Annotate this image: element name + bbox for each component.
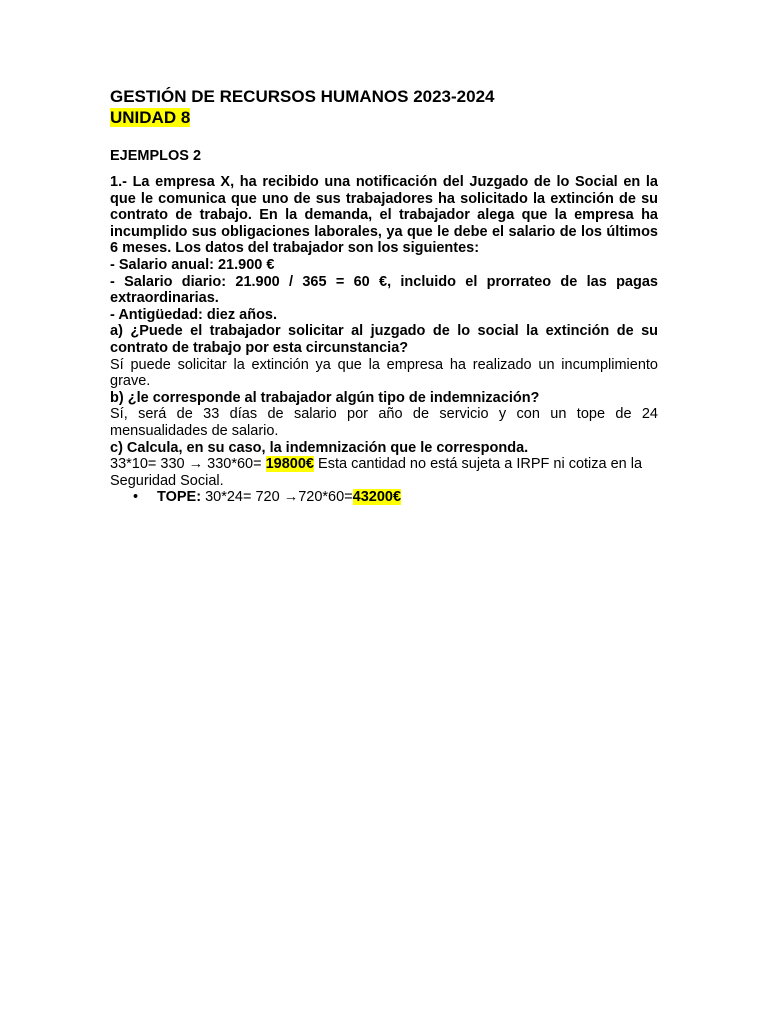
unit-title	[110, 107, 658, 128]
answer-a: Sí puede solicitar la extinción ya que la empresa ha realizado un incumplimiento grave.	[110, 356, 658, 390]
tope-content	[157, 489, 401, 506]
tope-result: 43200€	[352, 489, 402, 506]
document-title	[110, 86, 658, 107]
answer-c-result: 19800€	[265, 456, 314, 473]
tope-item	[133, 489, 658, 506]
bullet-icon: •	[133, 489, 139, 506]
tope-calc: 30*24= 720 →720*60=	[205, 489, 353, 506]
data-seniority: - Antigüedad: diez años.	[110, 306, 278, 323]
answer-b: Sí, será de 33 días de salario por año de servicio y con un tope de 24 mensualidades de salario.	[110, 406, 658, 439]
title-text: GESTIÓN DE RECURSOS HUMANOS 2023-2024	[110, 87, 495, 106]
question-b: b) ¿le corresponde al trabajador algún tipo de indemnización?	[110, 389, 540, 406]
exercise-statement: 1.- La empresa X, ha recibido una notificación del Juzgado de lo Social en la que le comunica que uno de sus trabajadores ha solicitado la extinción de su contrato de trabajo. En la demanda, el trabajador alega que la empresa ha incumplido sus obligaciones laborales, ya que le debe el salario de los últimos 6 meses. Los datos del trabajador son los siguientes:	[110, 174, 658, 257]
question-c: c) Calcula, en su caso, la indemnización que le corresponda.	[110, 439, 529, 456]
answer-c	[110, 456, 658, 489]
data-annual-salary: - Salario anual: 21.900 €	[110, 256, 275, 273]
answer-c-calc: 33*10= 330 → 330*60=	[110, 456, 262, 473]
tope-label: TOPE:	[157, 489, 202, 506]
answer-c-note: Esta cantidad no está sujeta a IRPF ni cotiza en la Seguridad Social.	[110, 456, 643, 489]
section-title: EJEMPLOS 2	[110, 148, 202, 164]
unit-highlight: UNIDAD 8	[110, 108, 191, 127]
document-page	[110, 86, 658, 506]
question-a: a) ¿Puede el trabajador solicitar al juzgado de lo social la extinción de su contrato de trabajo por esta circunstancia?	[110, 323, 658, 356]
data-daily-salary: - Salario diario: 21.900 / 365 = 60 €, incluido el prorrateo de las pagas extraordinarias.	[110, 273, 658, 307]
